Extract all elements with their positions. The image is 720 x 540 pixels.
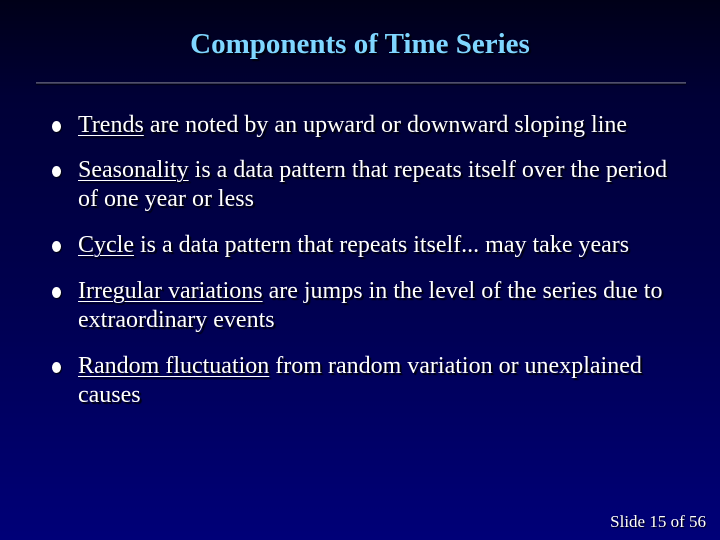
bullet-dot-icon bbox=[52, 166, 61, 177]
slide-number: Slide 15 of 56 bbox=[610, 512, 706, 531]
bullet-item-irregular-variations bbox=[52, 277, 692, 335]
bullet-item-random-fluctuation bbox=[52, 352, 692, 410]
bullet-dot-icon bbox=[52, 121, 61, 132]
bullet-dot-icon bbox=[52, 241, 61, 252]
bullet-term: Irregular variations bbox=[78, 278, 263, 304]
bullet-text: is a data pattern that repeats itself over the period of one year or less bbox=[78, 157, 668, 212]
bullet-term: Cycle bbox=[78, 232, 134, 258]
bullet-term: Trends bbox=[78, 112, 144, 138]
slide-title: Components of Time Series bbox=[190, 28, 530, 60]
bullet-list bbox=[52, 111, 692, 427]
bullet-text: is a data pattern that repeats itself... may take years bbox=[133, 232, 630, 258]
bullet-dot-icon bbox=[52, 362, 61, 373]
bullet-text: are jumps in the level of the series due to extraordinary events bbox=[78, 278, 663, 333]
title-divider bbox=[36, 82, 686, 84]
bullet-item-trends bbox=[52, 111, 692, 140]
bullet-term: Seasonality bbox=[78, 157, 189, 183]
bullet-item-seasonality bbox=[52, 156, 692, 214]
bullet-text: are noted by an upward or downward sloping line bbox=[143, 112, 628, 138]
bullet-term: Random fluctuation bbox=[78, 353, 270, 379]
bullet-dot-icon bbox=[52, 287, 61, 298]
bullet-item-cycle bbox=[52, 231, 692, 260]
bullet-text: from random variation or unexplained causes bbox=[78, 353, 642, 408]
